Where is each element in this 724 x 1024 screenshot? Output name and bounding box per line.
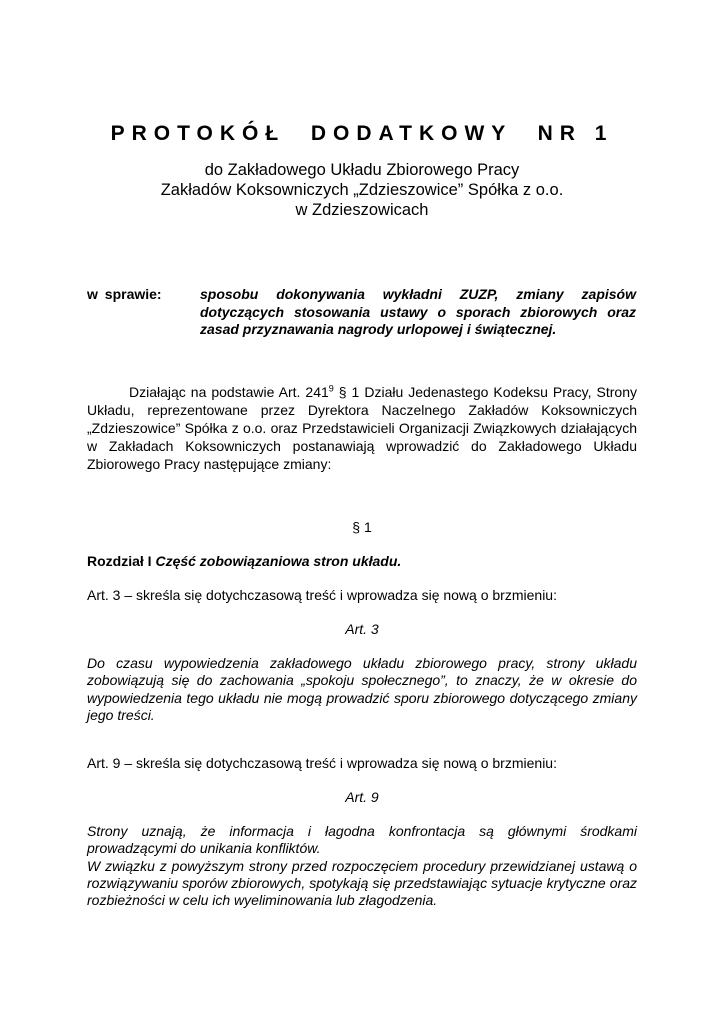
article-change-line: Art. 3 – skreśla się dotychczasową treść i wprowadza się nową o brzmieniu:	[87, 587, 557, 603]
chapter-label: Rozdział I	[87, 553, 152, 569]
article-paragraph: Strony uznają, że informacja i łagodna konfrontacja są głównymi środkami prowadzącymi do unikania konfliktów.	[87, 823, 637, 857]
chapter-heading	[87, 553, 401, 569]
document-subtitle	[0, 160, 724, 220]
subject-label: w sprawie:	[87, 286, 162, 302]
subject-text: sposobu dokonywania wykładni ZUZP, zmiany zapisów dotyczących stosowania ustawy o sporach zbiorowych oraz zasad przyznawania nagrody urlopowej i świątecznej.	[200, 286, 636, 337]
section-sign: § 1	[352, 519, 372, 535]
subtitle-line: Zakładów Koksowniczych „Zdzieszowice” Spółka z o.o.	[160, 181, 564, 199]
article-change-line: Art. 9 – skreśla się dotychczasową treść i wprowadza się nową o brzmieniu:	[87, 755, 557, 771]
article-heading: Art. 9	[345, 789, 379, 805]
subtitle-line: do Zakładowego Układu Zbiorowego Pracy	[204, 161, 520, 179]
intro-superscript: 9	[328, 383, 334, 394]
article-body	[87, 655, 637, 724]
article-paragraph: Do czasu wypowiedzenia zakładowego układu zbiorowego pracy, strony układu zobowiązują się do zachowania „spokoju społecznego”, to znaczy, że w okresie do wypowiedzenia tego układu nie mogą prowadzić sporu zbiorowego dotyczącego zmiany jego treści.	[87, 655, 637, 723]
chapter-title: Część zobowiązaniowa stron układu.	[155, 553, 402, 569]
intro-text-after: § 1 Działu Jedenastego Kodeksu Pracy, Strony Układu, reprezentowane przez Dyrektora Naczelnego Zakładów Koksowniczych „Zdzieszowice” Spółka z o.o. oraz Przedstawicieli Organizacji Związkowych działających w Zakładach Koksowniczych postanawiają wprowadzić do Zakładowego Układu Zbiorowego Pracy następujące zmiany:	[87, 384, 637, 472]
intro-paragraph	[87, 383, 637, 473]
document-title: PROTOKÓŁ DODATKOWY NR 1	[110, 122, 614, 145]
subtitle-line: w Zdzieszowicach	[295, 201, 429, 219]
article-heading: Art. 3	[345, 621, 379, 637]
intro-text-before: Działając na podstawie Art. 241	[129, 384, 329, 400]
article-body	[87, 823, 637, 909]
article-paragraph: W związku z powyższym strony przed rozpoczęciem procedury przewidzianej ustawą o rozwiązywaniu sporów zbiorowych, spotykają się przedstawiając sytuacje krytyczne oraz rozbieżności w celu ich wyeliminowania lub złagodzenia.	[87, 857, 637, 909]
